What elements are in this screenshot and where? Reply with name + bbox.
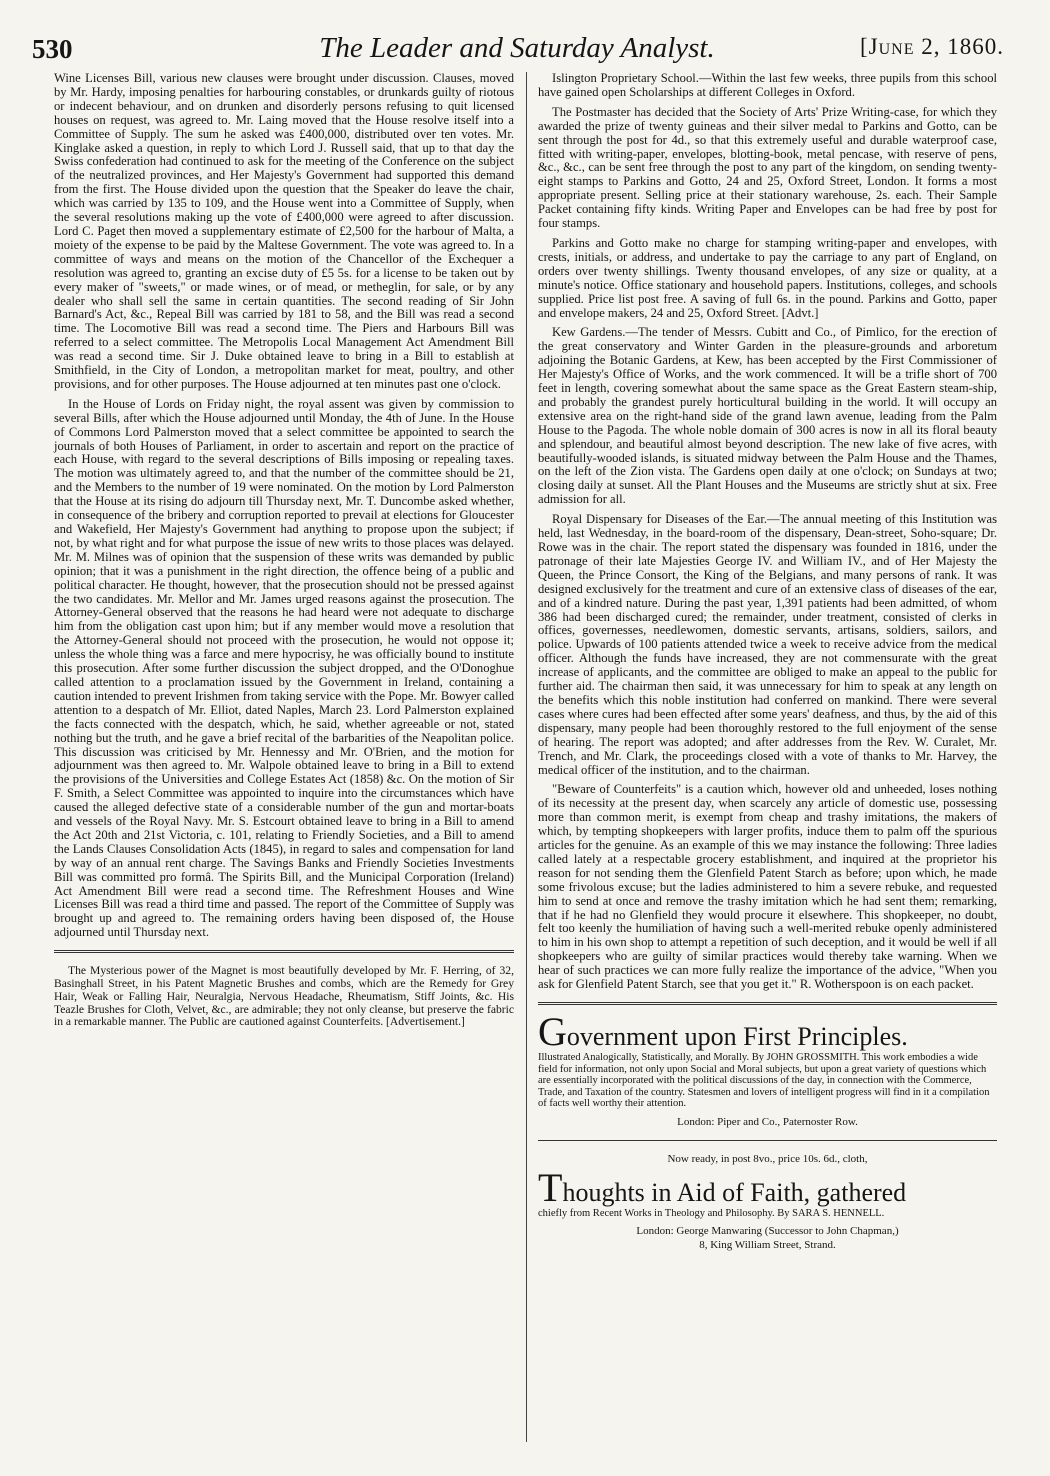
section-divider <box>54 950 514 953</box>
postmaster-notice: The Postmaster has decided that the Society of Arts' Prize Writing-case, for which they awarded the prize of twenty guineas and their silver medal to Parkins and Gotto, can be sent through the post for 4d., so that this extremely useful and durable waterproof case, fitted with writing-paper, envelopes, blotting-book, metal pencase, with reserve of pens, &c., &c., can be sent free through the post to any part of the kingdom, on sending twenty-eight stamps to Parkins and Gotto, 24 and 25, Oxford Street, London. It forms a most appropriate present. Selling price at their stationary warehouse, 2s. each. Their Sample Packet containing fifty kinds. Writing Paper and Envelopes can be had free by post for four stamps. <box>538 104 997 231</box>
ad-title-initial: G <box>538 1009 567 1054</box>
ad-body: Illustrated Analogically, Statistically, and Morally. By JOHN GROSSMITH. This work embodies a wide field for information, not only upon Social and Moral subjects, but upon a great variety of questions which are essentially incorporated with the political discussions of the day, in connection with the Commerce, Trade, and Taxation of the country. Statesmen and lovers of intelligent progress will find in it a compilation of facts well worthy their attention. <box>538 1052 990 1110</box>
page-header <box>30 28 1004 68</box>
ad-address-2: 8, King William Street, Strand. <box>699 1239 836 1252</box>
royal-dispensary-notice: Royal Dispensary for Diseases of the Ear.—The annual meeting of this Institution was held, last Wednesday, in the board-room of the dispensary, Dean-street, Soho-square; Dr. Rowe was in the chair. The report stated the dispensary was founded in 1816, under the patronage of their late Majesties George IV. and William IV., and of Her Majesty the Queen, the Prince Consort, the King of the Belgians, and many persons of rank. It was designed exclusively for the treatment and cure of an extensive class of diseases of the ear, and of a kindred nature. During the past year, 1,391 patients had been admitted, of whom 386 had been discharged cured; the remainder, under treatment, consisted of clerks in offices, governesses, needlewomen, domestic servants, artisans, soldiers, sailors, and police. Upwards of 100 patients attended twice a week to receive advice from the medical officer. Although the funds have increased, they are not commensurate with the great increase of applicants, and the committee are obliged to make an appeal to the public for further aid. The chairman then said, it was unnecessary for him to speak at any length on the benefits which this noble institution had conferred on mankind. There were several cases where cures had been effected after some years' deafness, and thus, by the aid of this dispensary, many people had been thoroughly restored to the full enjoyment of the sense of hearing. The report was adopted; and after addresses from the Rev. W. Curalet, Mr. Trench, and Mr. Clark, the proceedings closed with a vote of thanks to Mr. Harvey, the medical officer of the institution, and to the chairman. <box>538 512 997 777</box>
ad-divider-2 <box>538 1140 997 1141</box>
ad-intro: Now ready, in post 8vo., price 10s. 6d., cloth, <box>667 1152 868 1165</box>
ad-divider <box>538 1002 997 1005</box>
issue-date: [June 2, 1860. <box>860 34 1004 59</box>
parkins-gotto-notice: Parkins and Gotto make no charge for stamping writing-paper and envelopes, with crests, initials, or address, and undertake to pay the carriage to any part of England, on orders over twenty shillings. Twenty thousand envelopes, of any size or quality, at a minute's notice. Office stationary and household papers. Institutions, colleges, and schools supplied. Price list post free. A saving of full 6s. in the pound. Parkins and Gotto, paper and envelope makers, 24 and 25, Oxford Street. [Advt.] <box>538 235 997 320</box>
column-rule <box>526 72 527 1442</box>
ad-body-2: chiefly from Recent Works in Theology and Philosophy. By SARA S. HENNELL. <box>538 1207 885 1219</box>
ad-title-text: overnment upon First Principles. <box>566 1022 908 1051</box>
kew-gardens-notice: Kew Gardens.—The tender of Messrs. Cubitt and Co., of Pimlico, for the erection of the great conservatory and Winter Garden in the pleasure-grounds and arboretum adjoining the Botanic Gardens, at Kew, has been accepted by the First Commissioner of Her Majesty's Office of Works, and the work commenced. It will be a trifle short of 700 feet in length, covering somewhat about the same space as the Great Eastern steam-ship, and probably the grandest purely horticultural building in the world. It will occupy an extensive area on the right-hand side of the grand lawn avenue, leading from the Palm House to the Pagoda. The whole noble domain of 300 acres is now in all its floral beauty and splendour, and beautiful almost beyond description. The new lake of five acres, with beautifully-wooded islands, is situated midway between the Palm House and the Thames, on the left of the Zion vista. The Gardens open daily at one o'clock; on Sundays at two; closing daily at sunset. All the Plant Houses and the Museums are strictly shut at six. Free admission for all. <box>538 325 997 507</box>
ad-publisher: London: Piper and Co., Paternoster Row. <box>677 1115 858 1128</box>
herring-advertisement: The Mysterious power of the Magnet is most beautifully developed by Mr. F. Herring, of 32, Basinghall Street, in his Patent Magnetic Brushes and combs, which are the Remedy for Grey Hair, Weak or Falling Hair, Neuralgia, Nervous Headache, Rheumatism, Stiff Joints, &c. His Teazle Brushes for Cloth, Velvet, &c., are admirable; they not only cleanse, but preserve the fabric in a remarkable manner. The Public are cautioned against Counterfeits. [Advertisement.] <box>54 964 514 1029</box>
grossmith-advertisement <box>538 1009 997 1130</box>
parliament-paragraph-2: In the House of Lords on Friday night, the royal assent was given by commission to several Bills, after which the House adjourned until Monday, the 4th of June. In the House of Commons Lord Palmerston moved that a select committee be appointed to search the journals of both Houses of Parliament, in order to ascertain and report on the practice of each House, with regard to the several descriptions of Bills imposing or repealing taxes. The motion was ultimately agreed to, and that the number of the committee should be 21, and the Members to the number of 19 were nominated. On the motion by Lord Palmerston that the House at its rising do adjourn till Thursday next, Mr. T. Duncombe asked whether, in consequence of the bribery and corruption reported to prevail at elections for Gloucester and Wakefield, Her Majesty's Government had anything to propose upon the subject; if not, by what right and for what purpose the issue of new writs to those places was delayed. Mr. M. Milnes was of opinion that the suspension of these writs was demanded by public opinion; that it was a punishment in the right direction, the offence being of a public and political character. He thought, however, that the prosecution should not be pressed against the two candidates. Mr. Mellor and Mr. James urged reasons against the prosecution. The Attorney-General observed that the reasons he had heard were not adequate to discharge him from the obligation cast upon him; but if any member would move a resolution that the Attorney-General should not proceed with the prosecution, he would not oppose it; unless the whole thing was a farce and mere hypocrisy, he was officially bound to institute this prosecution. After some further discussion the subject dropped, and the O'Donoghue called attention to a proclamation issued by the Government in Ireland, containing a caution intended to prevent Irishmen from taking service with the Pope. Mr. Bowyer called attention to a despatch of Mr. Elliot, dated Naples, March 23. Lord Palmerston explained the facts connected with the despatch, which, he said, whether agreeable or not, stated nothing but the truth, and he gave a brief recital of the barbarities of the Neapolitan police. This discussion was criticised by Mr. Hennessy and Mr. O'Brien, and the motion for adjournment was then agreed to. Mr. Walpole obtained leave to bring in a Bill to extend the provisions of the Universities and College Estates Act (1858) &c. On the motion of Sir F. Smith, a Select Committee was appointed to inquire into the circumstances which have caused the alleged defective state of a considerable number of the gun and mortar-boats and vessels of the Royal Navy. Mr. S. Estcourt obtained leave to bring in a Bill to amend the Act 20th and 21st Victoria, c. 101, relating to Friendly Societies, and a Bill to amend the Lands Clauses Consolidation Acts (1845), in regard to sales and compensation for land by way of an annual rent charge. The Savings Banks and Friendly Societies Investments Bill was committed pro formâ. The Spirits Bill, and the Municipal Corporation (Ireland) Act Amendment Bill were read a second time. The Refreshment Houses and Wine Licenses Bill was read a third time and passed. The report of the Committee of Supply was brought up and agreed to. The remaining orders having been disposed of, the House adjourned until Thursday next. <box>54 396 514 940</box>
counterfeits-notice: "Beware of Counterfeits" is a caution which, however old and unheeded, loses nothing of its necessity at the present day, when scarcely any article of domestic use, possessing more than common merit, is exempt from cheap and trashy imitations, the makers of which, by tempting shopkeepers with larger profits, induce them to palm off the spurious articles for the genuine. As an example of this we may instance the following: Three ladies called lately at a respectable grocery establishment, and inquired at the proprietor his reason for not sending them the Glenfield Patent Starch as before; upon which, he made some frivolous excuse; but the ladies administered to him a severe rebuke, and requested him to send at once and remove the trashy imitation which he had sent them; remarking, that if he had no Glenfield they would procure it elsewhere. This shopkeeper, no doubt, felt too keenly the humiliation of having such a well-merited rebuke openly administered to him in his own shop to attempt a repetition of such deception, and it would be well if all shopkeepers who are guilty of similar practices would thereby take warning. When we hear of such practices we can more fully realize the importance of the advice, "When you ask for Glenfield Patent Starch, see that you get it." R. Wotherspoon is on each packet. <box>538 782 997 992</box>
ad-title-text-2: houghts in Aid of Faith, gathered <box>562 1177 907 1207</box>
hennell-advertisement <box>538 1153 997 1253</box>
ad-title-2 <box>538 1164 997 1210</box>
islington-notice: Islington Proprietary School.—Within the last few weeks, three pupils from this school have gained open Scholarships at different Colleges in Oxford. <box>538 71 997 99</box>
publication-title: The Leader and Saturday Analyst. <box>319 32 715 64</box>
page-number: 530 <box>32 34 73 64</box>
ad-title <box>538 1009 997 1054</box>
left-column <box>54 72 514 1035</box>
ad-publisher-2: London: George Manwaring (Successor to John Chapman,) <box>636 1225 899 1238</box>
right-column <box>538 72 997 1259</box>
parliament-paragraph-1: Wine Licenses Bill, various new clauses were brought under discussion. Clauses, moved by Mr. Hardy, imposing penalties for harbouring constables, or drunkards guilty of riotous or indecent behaviour, and on drunken and disorderly persons refusing to quit licensed houses on request, was agreed to. Mr. Laing moved that the House resolve itself into a Committee of Supply. The sum he asked was £400,000, distributed over ten votes. Mr. Kinglake asked a question, in reply to which Lord J. Russell said, that up to that day the Swiss confederation had continued to ask for the meeting of the Conference on the subject of the neutralized provinces, and Her Majesty's Government had supported this demand from the first. The House divided upon the question that the Speaker do leave the chair, which was carried by 135 to 109, and the House went into a Committee of Supply, when the several resolutions making up the vote of £400,000 were agreed to after discussion. Lord C. Paget then moved a supplementary estimate of £2,500 for the harbour of Malta, a moiety of the expense to be paid by the Maltese Government. The vote was agreed to. In a committee of ways and means on the motion of the Chancellor of the Exchequer a resolution was agreed to, granting an excise duty of £5 5s. for a license to be taken out by every maker of "sweets," or made wines, or of mead, or metheglin, for sale, or by any dealer who shall sell the same in certain quantities. The second reading of Sir John Barnard's Act, &c., Repeal Bill was carried by 181 to 58, and the Bill was read a second time. The Locomotive Bill was read a second time. The Piers and Harbours Bill was referred to a select committee. The Metropolis Local Management Act Amendment Bill was read a second time. Sir J. Duke obtained leave to bring in a Bill to establish at Smithfield, in the City of London, a metropolitan market for meat, poultry, and other provisions, and for other purposes. The House adjourned at ten minutes past one o'clock. <box>54 71 514 391</box>
ad-title-initial-2: T <box>538 1164 563 1210</box>
